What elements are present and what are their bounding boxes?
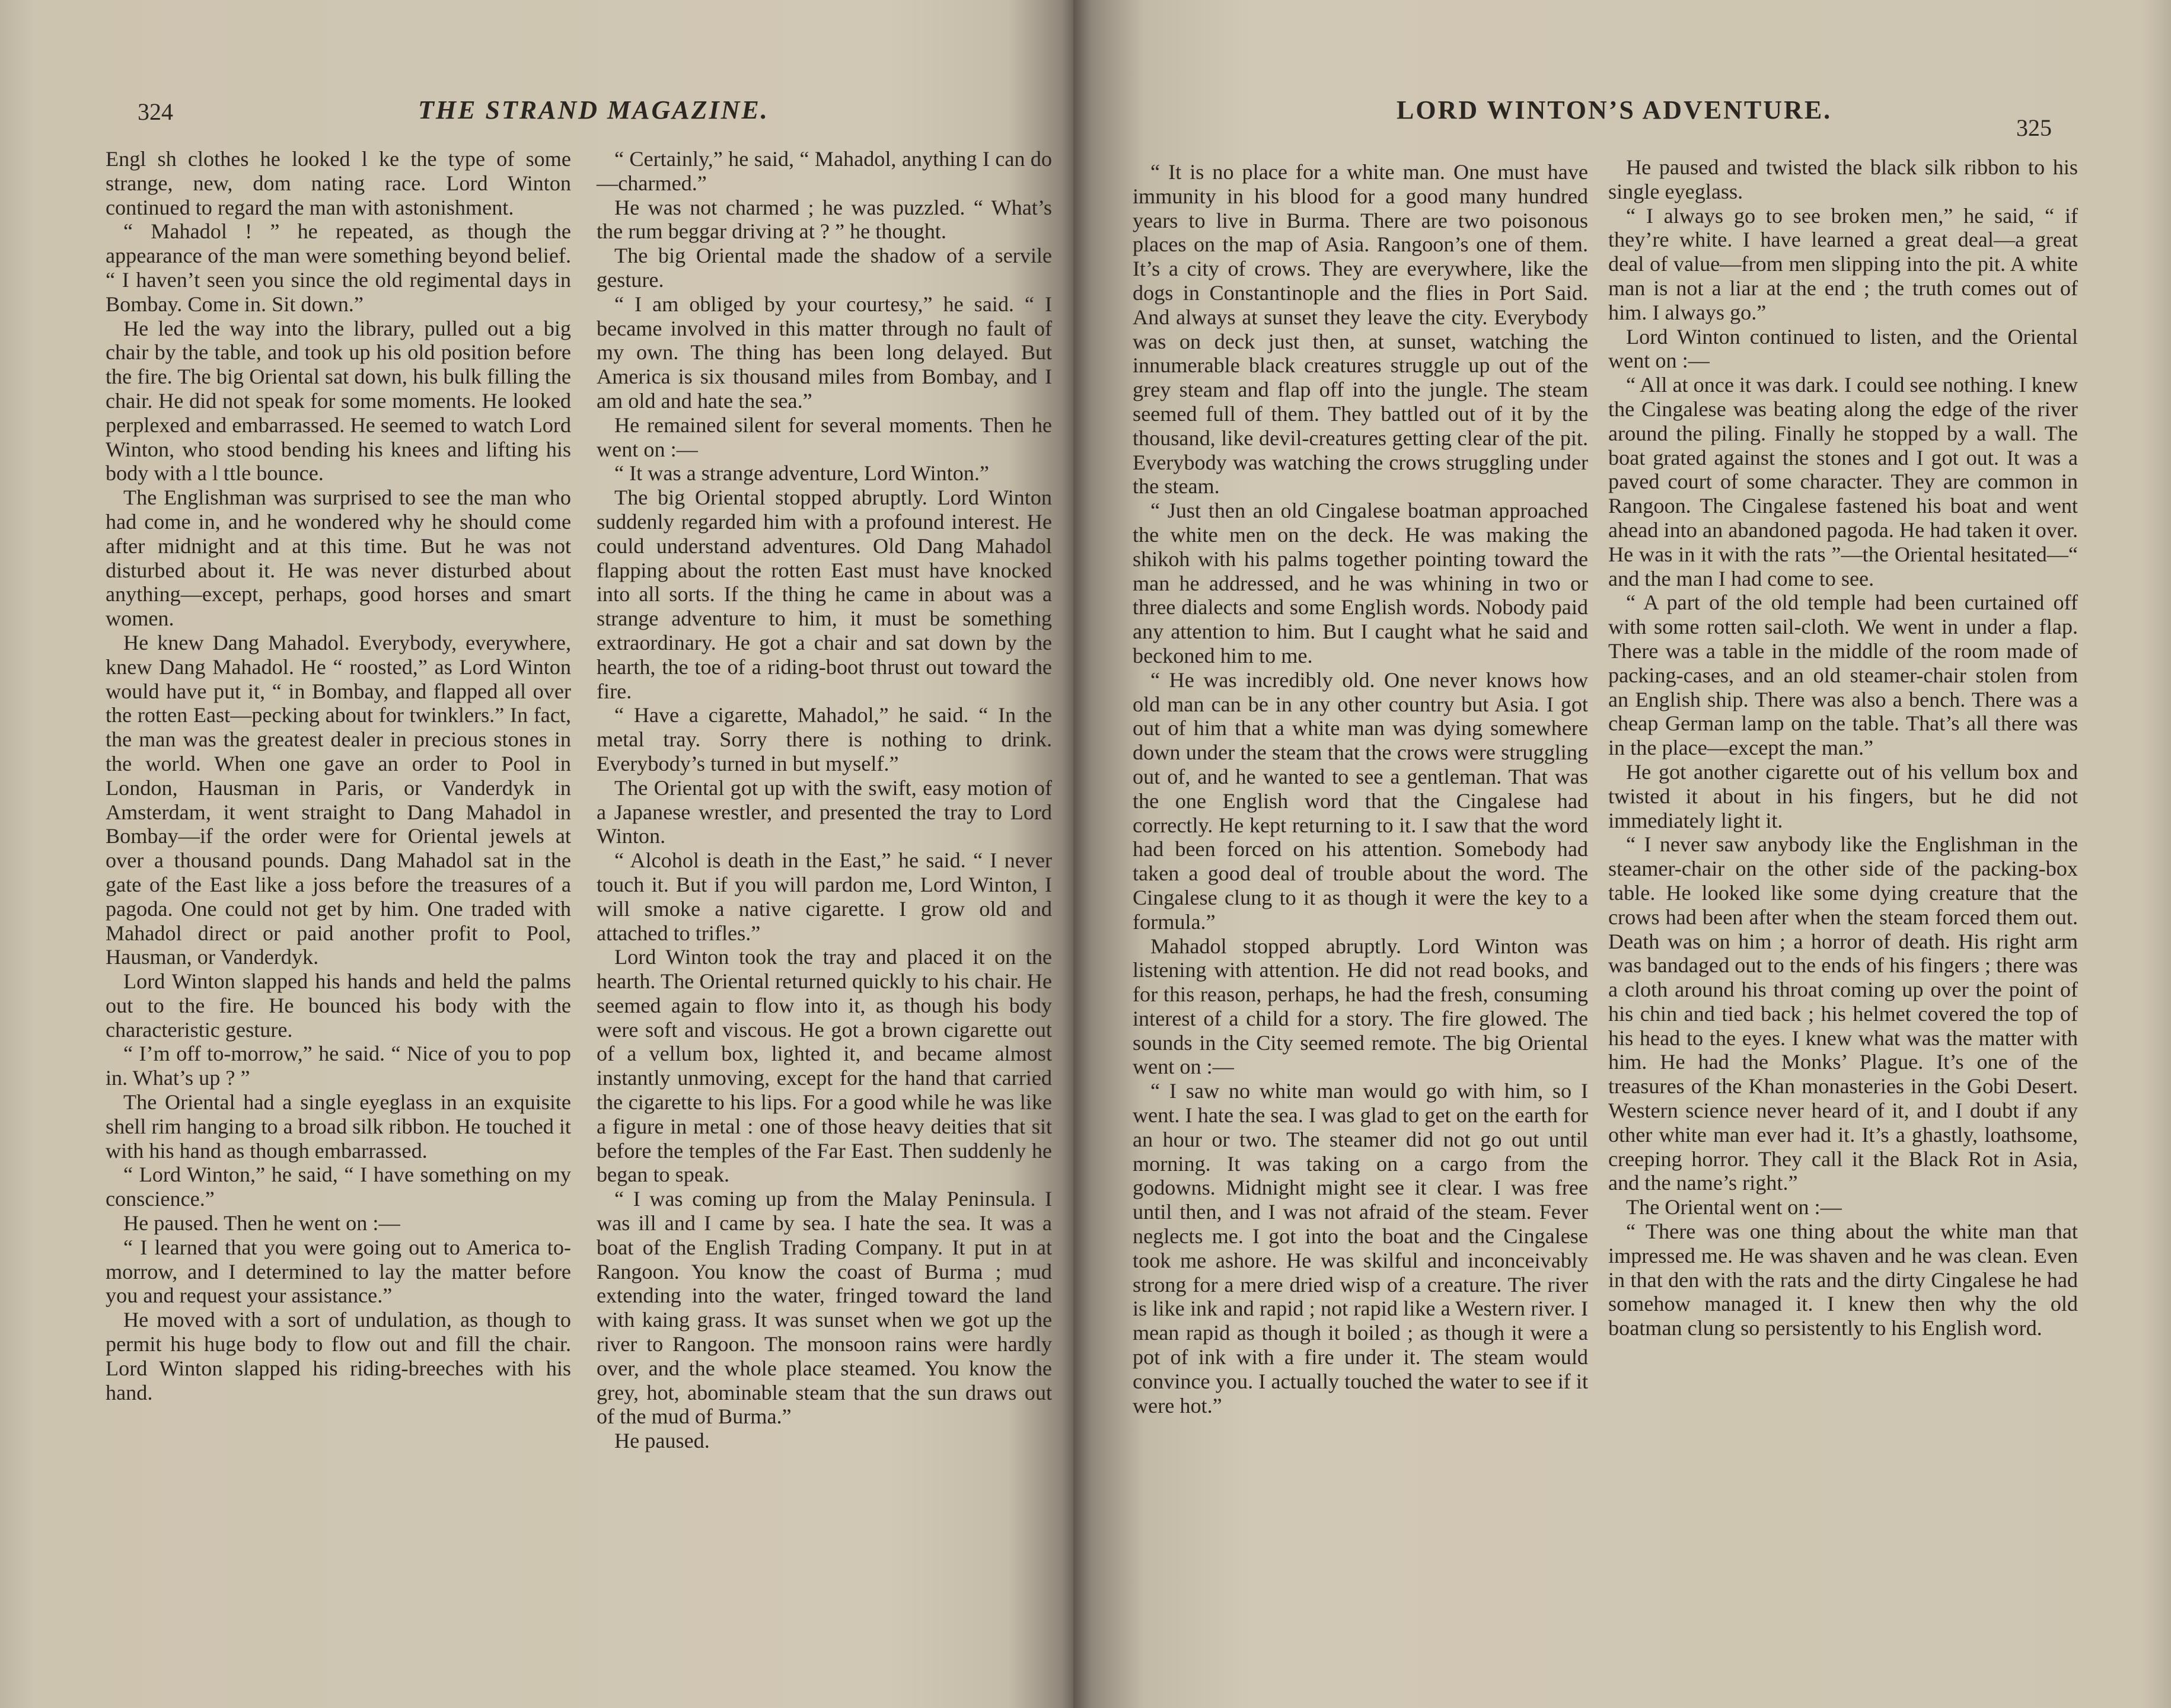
paragraph: “ Just then an old Cingalese boatman approached the white men on the deck. He was making the shikoh with his palms together pointing toward the man he addressed, and he was whining in two or three dialects and some English words. Nobody paid any attention to him. But I caught what he said and beckoned him to me.	[1133, 499, 1588, 668]
paragraph: “ All at once it was dark. I could see nothing. I knew the Cingalese was beating along the edge of the river around the piling. Finally he stopped by a wall. The boat grated against the stones and I got out. It was a paved court of some character. They are common in Rangoon. The Cingalese fastened his boat and went ahead into an abandoned pagoda. He had taken it over. He was in it with the rats ”—the Oriental hesitated—“ and the man I had come to see.	[1608, 373, 2078, 590]
paragraph: “ A part of the old temple had been curtained off with some rotten sail-cloth. We went in under a flap. There was a table in the middle of the room made of packing-cases, and an old steamer-chair stolen from an English ship. There was also a bench. There was a cheap German lamp on the table. That’s all there was in the place—except the man.”	[1608, 590, 2078, 760]
paragraph: “ I was coming up from the Malay Peninsula. I was ill and I came by sea. I hate the sea. It was a boat of the English Trading Company. It put in at Rangoon. You know the coast of Burma ; mud extending into the water, fringed toward the land with kaing grass. It was sunset when we got up the river to Rangoon. The monsoon rains were hardly over, and the whole place steamed. You know the grey, hot, abominable steam that the sun draws out of the mud of Burma.”	[597, 1187, 1052, 1429]
paragraph: “ Lord Winton,” he said, “ I have something on my conscience.”	[106, 1163, 571, 1211]
paragraph: He knew Dang Mahadol. Everybody, everywhere, knew Dang Mahadol. He “ roosted,” as Lord Winton would have put it, “ in Bombay, and flapped all over the rotten East—pecking about for twinklers.” In fact, the man was the greatest dealer in precious stones in the world. When one gave an order to Pool in London, Hausman in Paris, or Vanderdyk in Amsterdam, it went straight to Dang Mahadol in Bombay—if the order were for Oriental jewels at over a thousand pounds. Dang Mahadol sat in the gate of the East like a joss before the treasures of a pagoda. One could not get by him. One traded with Mahadol direct or paid another profit to Pool, Hausman, or Vanderdyk.	[106, 630, 571, 969]
right-column-1	[1133, 160, 1588, 1418]
running-head: LORD WINTON’S ADVENTURE.	[1397, 95, 1832, 124]
paragraph: “ I always go to see broken men,” he said, “ if they’re white. I have learned a great deal—a great deal of value—from men slipping into the pit. A white man is not a liar at the end ; the truth comes out of him. I always go.”	[1608, 203, 2078, 324]
left-page	[0, 0, 1073, 1708]
paragraph: He was not charmed ; he was puzzled. “ What’s the rum beggar driving at ? ” he thought.	[597, 195, 1052, 244]
paragraph: He paused.	[614, 1429, 710, 1453]
paragraph: “ It is no place for a white man. One must have immunity in his blood for a good many hundred years to live in Burma. There are two poisonous places on the map of Asia. Rangoon’s one of them. It’s a city of crows. They are everywhere, like the dogs in Constantinople and the flies in Port Said. And always at sunset they leave the city. Everybody was on deck just then, at sunset, watching the innumerable black creatures struggle up out of the grey steam and flap off into the jungle. The steam seemed full of them. They battled out of it by the thousand, like devil-creatures getting clear of the pit. Everybody was watching the crows struggling under the steam.	[1133, 160, 1588, 499]
paragraph: The big Oriental made the shadow of a servile gesture.	[597, 244, 1052, 292]
paragraph: “ Alcohol is death in the East,” he said. “ I never touch it. But if you will pardon me, Lord Winton, I will smoke a native cigarette. I grow old and attached to trifles.”	[597, 848, 1052, 945]
left-column-2	[597, 147, 1052, 1453]
paragraph: The Oriental went on :—	[1626, 1195, 1842, 1219]
paragraph: He moved with a sort of undulation, as though to permit his huge body to flow out and fill the chair. Lord Winton slapped his riding-breeches with his hand.	[106, 1308, 571, 1404]
paragraph: “ I am obliged by your courtesy,” he said. “ I became involved in this matter through no fault of my own. The thing has been long delayed. But America is six thousand miles from Bombay, and I am old and hate the sea.”	[597, 292, 1052, 413]
paragraph: The big Oriental stopped abruptly. Lord Winton suddenly regarded him with a profound interest. He could understand adventures. Old Dang Mahadol flapping about the rotten East must have knocked into all sorts. If the thing he came in about was a strange adventure to him, it must be something extraordinary. He got a chair and sat down by the hearth, the toe of a riding-boot thrust out toward the fire.	[597, 486, 1052, 703]
paragraph: “ Certainly,” he said, “ Mahadol, anything I can do—charmed.”	[597, 147, 1052, 195]
paragraph: He remained silent for several moments. Then he went on :—	[597, 413, 1052, 461]
left-column-1	[106, 147, 571, 1404]
paragraph: “ I never saw anybody like the Englishman in the steamer-chair on the other side of the packing-box table. He looked like some dying creature that the crows had been after when the steam forced them out. Death was on him ; a horror of death. His right arm was bandaged out to the ends of his fingers ; there was a cloth around his throat coming up over the point of his chin and tied back ; his helmet covered the top of his head to the eyes. I knew what was the matter with him. He had the Monks’ Plague. It’s one of the treasures of the Khan monasteries in the Gobi Desert. Western science never heard of it, and I doubt if any other white man ever had it. It’s a ghastly, loathsome, creeping horror. They call it the Black Rot in Asia, and the name’s right.”	[1608, 832, 2078, 1195]
page-number: 324	[138, 98, 173, 125]
paragraph: The Englishman was surprised to see the man who had come in, and he wondered why he should come after midnight and at this time. But he was not disturbed about it. He was never disturbed about anything—except, perhaps, good horses and smart women.	[106, 486, 571, 631]
paragraph: “ I’m off to-morrow,” he said. “ Nice of you to pop in. What’s up ? ”	[106, 1042, 571, 1090]
page-number: 325	[2016, 114, 2052, 141]
paragraph: Mahadol stopped abruptly. Lord Winton was listening with attention. He did not read books, and for this reason, perhaps, he had the fresh, consuming interest of a child for a story. The fire glowed. The sounds in the City seemed remote. The big Oriental went on :—	[1133, 934, 1588, 1079]
paragraph: “ He was incredibly old. One never knows how old man can be in any other country but Asia. I got out of him that a white man was dying somewhere down under the steam that the crows were struggling out of, and he wanted to see a gentleman. That was the one English word that the Cingalese had correctly. He kept returning to it. I saw that the word had been forced on his attention. Somebody had taken a good deal of trouble about the word. The Cingalese clung to it as though it were the key to a formula.”	[1133, 668, 1588, 934]
running-head: THE STRAND MAGAZINE.	[418, 95, 769, 124]
paragraph: He got another cigarette out of his vellum box and twisted it about in his fingers, but he did not immediately light it.	[1608, 759, 2078, 832]
paragraph: The Oriental got up with the swift, easy motion of a Japanese wrestler, and presented the tray to Lord Winton.	[597, 775, 1052, 848]
paragraph: Engl sh clothes he looked l ke the type of some strange, new, dom nating race. Lord Winton continued to regard the man with astonishment.	[106, 147, 571, 219]
paragraph: He paused and twisted the black silk ribbon to his single eyeglass.	[1608, 155, 2078, 203]
paragraph: “ It was a strange adventure, Lord Winton.”	[614, 461, 989, 486]
paragraph: He led the way into the library, pulled out a big chair by the table, and took up his old position before the fire. The big Oriental sat down, his bulk filling the chair. He did not speak for some moments. He looked perplexed and embarrassed. He seemed to watch Lord Winton, who stood bending his knees and lifting his body with a l ttle bounce.	[106, 316, 571, 486]
right-column-2	[1608, 155, 2078, 1340]
paragraph: Lord Winton continued to listen, and the Oriental went on :—	[1608, 324, 2078, 373]
paragraph: “ Mahadol ! ” he repeated, as though the appearance of the man were something beyond belief. “ I haven’t seen you since the old regimental days in Bombay. Come in. Sit down.”	[106, 219, 571, 316]
paragraph: He paused. Then he went on :—	[123, 1211, 400, 1235]
paragraph: Lord Winton slapped his hands and held the palms out to the fire. He bounced his body with the characteristic gesture.	[106, 969, 571, 1042]
paragraph: “ Have a cigarette, Mahadol,” he said. “ In the metal tray. Sorry there is nothing to drink. Everybody’s turned in but myself.”	[597, 703, 1052, 775]
paragraph: “ I learned that you were going out to America to-morrow, and I determined to lay the matter before you and request your assistance.”	[106, 1235, 571, 1308]
paragraph: “ I saw no white man would go with him, so I went. I hate the sea. I was glad to get on the earth for an hour or two. The steamer did not go out until morning. It was taking on a cargo from the godowns. Midnight might see it clear. I was free until then, and I was not afraid of the steam. Fever neglects me. I got into the boat and the Cingalese took me ashore. He was skilful and inconceivably strong for a mere dried wisp of a creature. The river is like ink and rapid ; not rapid like a Western river. I mean rapid as though it boiled ; as though it were a pot of ink with a fire under it. The steam would convince you. I actually touched the water to see if it were hot.”	[1133, 1079, 1588, 1418]
paragraph: The Oriental had a single eyeglass in an exquisite shell rim hanging to a broad silk ribbon. He touched it with his hand as though embarrassed.	[106, 1090, 571, 1163]
paragraph: Lord Winton took the tray and placed it on the hearth. The Oriental returned quickly to his chair. He seemed again to flow into it, as though his body were soft and viscous. He got a brown cigarette out of a vellum box, lighted it, and became almost instantly unmoving, except for the hand that carried the cigarette to his lips. For a good while he was like a figure in metal : one of those heavy deities that sit before the temples of the Far East. Then suddenly he began to speak.	[597, 945, 1052, 1187]
paragraph: “ There was one thing about the white man that impressed me. He was shaven and he was clean. Even in that den with the rats and the dirty Cingalese he had somehow managed it. I knew then why the old boatman clung so persistently to his English word.	[1608, 1219, 2078, 1340]
right-page	[1073, 0, 2171, 1708]
